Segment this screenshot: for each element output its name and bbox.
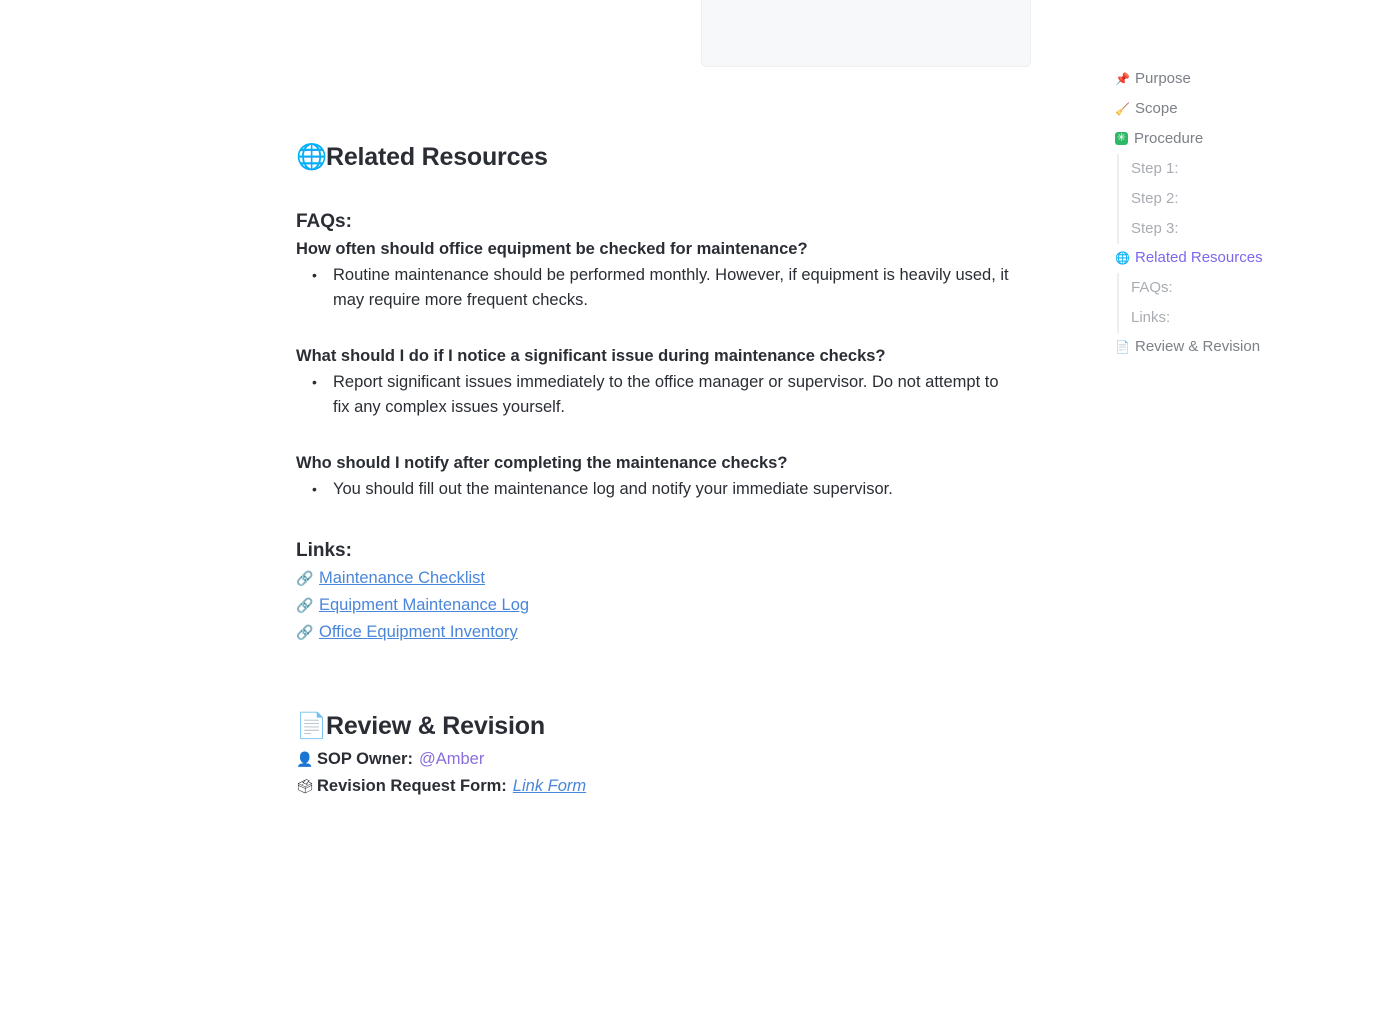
toc-item-label: Procedure — [1134, 130, 1204, 147]
toc-item-scope[interactable] — [1115, 100, 1178, 117]
bullet-icon: • — [312, 374, 317, 390]
toc-item-label: Review & Revision — [1135, 338, 1261, 355]
link-icon: 🔗 — [296, 597, 314, 613]
faq-answer-line: You should fill out the maintenance log and notify your immediate supervisor. — [333, 480, 893, 498]
owner-mention[interactable]: @Amber — [418, 750, 485, 768]
pushpin-icon: 📌 — [1115, 71, 1130, 86]
toc-item-review-revision[interactable] — [1115, 338, 1260, 355]
toc-item-step-2[interactable]: Step 2: — [1131, 190, 1179, 207]
links-heading: Links: — [296, 540, 352, 561]
related-resources-heading — [296, 143, 548, 172]
faq-answer — [312, 370, 1057, 420]
link-icon: 🔗 — [296, 570, 314, 586]
revision-form-label: Revision Request Form: — [317, 777, 507, 795]
toc-item-procedure[interactable] — [1115, 130, 1203, 147]
toc-item-purpose[interactable] — [1115, 70, 1191, 87]
globe-icon: 🌐 — [296, 143, 327, 171]
link-item — [296, 596, 529, 615]
embedded-card — [701, 0, 1031, 67]
globe-icon: 🌐 — [1115, 250, 1130, 265]
link-icon: 🔗 — [296, 624, 314, 640]
document-icon: 📄 — [1115, 339, 1130, 354]
faq-answer — [312, 263, 1057, 313]
toc-item-related-resources[interactable] — [1115, 249, 1263, 266]
review-revision-title: Review & Revision — [326, 712, 545, 740]
faq-question: Who should I notify after completing the maintenance checks? — [296, 454, 788, 472]
toc-item-links[interactable]: Links: — [1131, 309, 1171, 326]
toc-item-step-1[interactable]: Step 1: — [1131, 160, 1179, 177]
revision-form-row — [296, 777, 586, 796]
sop-owner-row — [296, 750, 484, 769]
link-item — [296, 623, 518, 642]
sop-owner-label: SOP Owner: — [317, 750, 413, 768]
faq-answer-line: Routine maintenance should be performed monthly. However, if equipment is heavily used, it — [333, 266, 1009, 284]
toc-indent-line — [1117, 273, 1119, 333]
review-revision-heading — [296, 712, 545, 741]
toc-item-label: Scope — [1135, 100, 1178, 117]
document-icon: 📄 — [296, 712, 327, 740]
faqs-heading: FAQs: — [296, 211, 352, 232]
bullet-icon: • — [312, 267, 317, 283]
link-form-link[interactable]: Link Form — [512, 777, 587, 795]
equipment-maintenance-log-link[interactable]: Equipment Maintenance Log — [319, 596, 530, 614]
toc-item-faqs[interactable]: FAQs: — [1131, 279, 1173, 296]
faq-answer — [312, 477, 1057, 502]
faq-answer-line: fix any complex issues yourself. — [333, 398, 566, 416]
maintenance-checklist-link[interactable]: Maintenance Checklist — [319, 569, 485, 587]
toc-indent-line — [1117, 154, 1119, 244]
faq-question: What should I do if I notice a significant issue during maintenance checks? — [296, 347, 886, 365]
person-icon: 👤 — [296, 751, 314, 767]
toc-item-label: Purpose — [1135, 70, 1191, 87]
related-resources-title: Related Resources — [326, 143, 548, 171]
faq-answer-line: Report significant issues immediately to the office manager or supervisor. Do not attempt to — [333, 373, 999, 391]
toc-item-label: Related Resources — [1135, 249, 1263, 266]
office-equipment-inventory-link[interactable]: Office Equipment Inventory — [319, 623, 518, 641]
green-sparkle-icon: ✳ — [1116, 132, 1127, 144]
bullet-icon: • — [312, 481, 317, 497]
faq-answer-line: may require more frequent checks. — [333, 291, 588, 309]
ballot-box-icon: 🗳 — [296, 778, 314, 794]
faq-question: How often should office equipment be checked for maintenance? — [296, 240, 808, 258]
broom-icon: 🧹 — [1115, 101, 1130, 116]
link-item — [296, 569, 485, 588]
toc-item-step-3[interactable]: Step 3: — [1131, 220, 1179, 237]
